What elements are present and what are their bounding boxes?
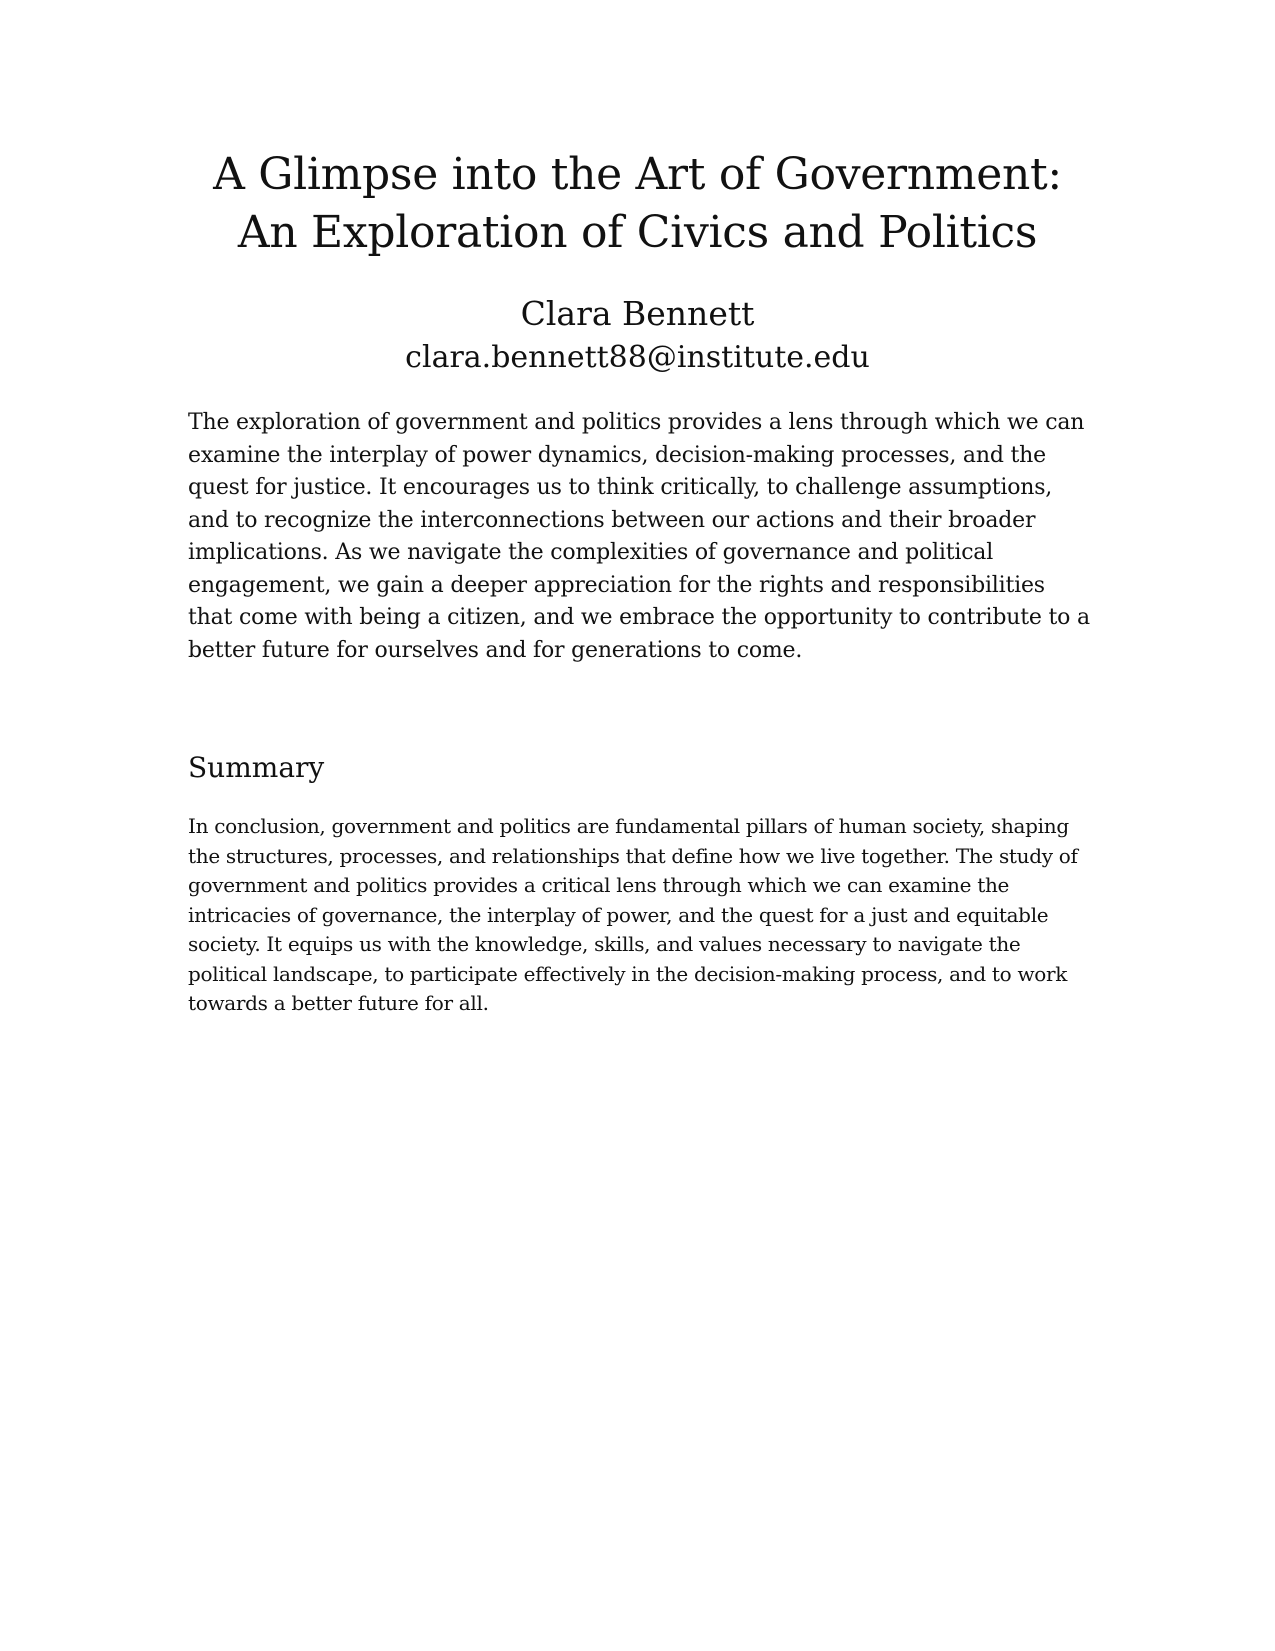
section-body-summary: In conclusion, government and politics are fundamental pillars of human society, shaping the structures, processes, and relationships that define how we live together. The study of government and politics provides a critical lens through which we can examine the intricacies of governance, the interplay of power, and the quest for a just and equitable society. It equips us with the knowledge, skills, and values necessary to navigate the political landscape, to participate effectively in the decision-making process, and to work towards a better future for all. (188, 814, 1078, 1015)
author-name: Clara Bennett (520, 294, 755, 333)
author-email: clara.bennett88@institute.edu (405, 340, 870, 375)
abstract-paragraph: The exploration of government and politics provides a lens through which we can examine the interplay of power dynamics, decision-making processes, and the quest for justice. It encourages us to think critically, to challenge assumptions, and to recognize the interconnections between our actions and their broader implications. As we navigate the complexities of governance and political engagement, we gain a deeper appreciation for the rights and responsibilities that come with being a citizen, and we embrace the opportunity to contribute to a better future for ourselves and for generations to come. (188, 410, 1090, 663)
section-heading-summary: Summary (188, 751, 325, 784)
document-title: A Glimpse into the Art of Government: An Exploration of Civics and Politics (213, 149, 1062, 258)
